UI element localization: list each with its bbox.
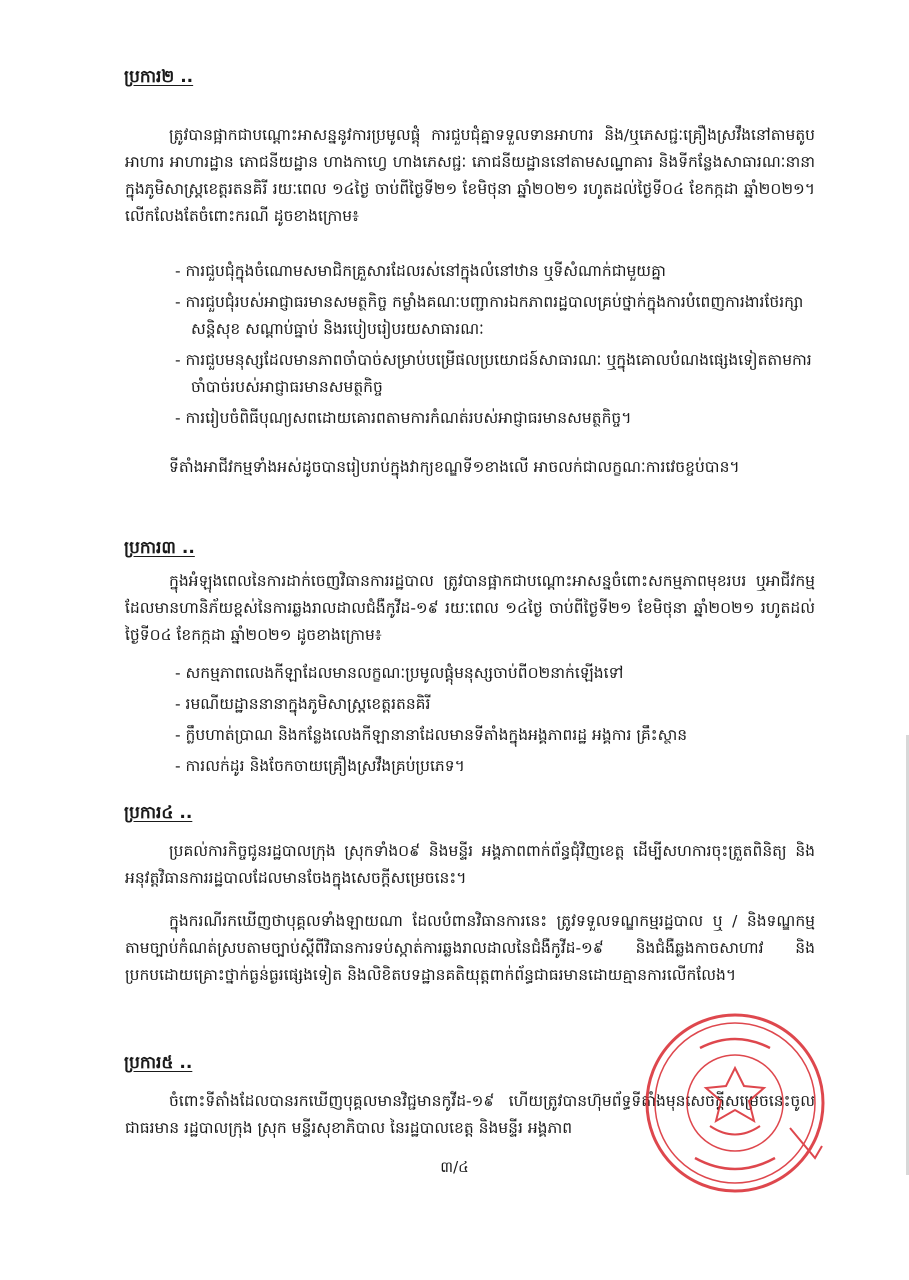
list-item: - ការជួបជុំរបស់អាជ្ញាធរមានសមត្ថកិច្ច កម្លាំងគណៈបញ្ជាការឯកភាពរដ្ឋបាលគ្រប់ថ្នាក់ក្នុងការបំពេញការងារថែរក្សាសន្ដិសុខ សណ្ដាប់ធ្នាប់ និងរបៀបរៀបរយសាធារណៈ bbox=[175, 289, 815, 343]
page-number: ៣/៤ bbox=[440, 1158, 469, 1176]
list-item: - រមណីយដ្ឋាននានាក្នុងភូមិសាស្ត្រខេត្តរតនគិរី bbox=[175, 691, 815, 718]
article-2-heading: ប្រការ២ .. bbox=[124, 67, 194, 87]
list-item: - ការជួបមនុស្សដែលមានភាពចាំបាច់សម្រាប់បម្រើផលប្រយោជន៍សាធារណៈ ឬក្នុងគោលបំណងផ្សេងទៀតតាមការចាំបាច់របស់អាជ្ញាធរមានសមត្ថកិច្ច bbox=[175, 347, 815, 401]
article-4-paragraph-2: ក្នុងករណីរកឃើញថាបុគ្គលទាំងឡាយណា ដែលបំពានវិធានការនេះ ត្រូវទទួលទណ្ឌកម្មរដ្ឋបាល ឬ / និងទណ្ឌកម្មតាមច្បាប់កំណត់ស្របតាមច្បាប់ស្ដីពីវិធានការទប់ស្កាត់ការឆ្លងរាលដាលនៃជំងឺកូវីដ-១៩ និងជំងឺឆ្លងកាចសាហាវ និងប្រកបដោយគ្រោះថ្នាក់ធ្ងន់ធ្ងរផ្សេងទៀត និងលិខិតបទដ្ឋានគតិយុត្តពាក់ព័ន្ធជាធរមានដោយគ្មានការលើកលែង។ bbox=[125, 912, 815, 984]
list-item: - ការជួបជុំក្នុងចំណោមសមាជិកគ្រួសារដែលរស់នៅក្នុងលំនៅឋាន ឬទីសំណាក់ជាមួយគ្នា bbox=[175, 258, 815, 285]
list-item: - សកម្មភាពលេងកីឡាដែលមានលក្ខណៈប្រមូលផ្ដុំមនុស្សចាប់ពី០២នាក់ឡើងទៅ bbox=[175, 660, 815, 687]
list-item: - ក្លឹបហាត់ប្រាណ និងកន្លែងលេងកីឡានានាដែលមានទីតាំងក្នុងអង្គភាពរដ្ឋ អង្គការ គ្រឹះស្ថាន bbox=[175, 722, 815, 749]
list-item: - ការរៀបចំពិធីបុណ្យសពដោយគោរពតាមការកំណត់របស់អាជ្ញាធរមានសមត្ថកិច្ច។ bbox=[175, 405, 815, 432]
article-4-paragraph-1: ប្រគល់ការកិច្ចជូនរដ្ឋបាលក្រុង ស្រុកទាំង០៩ និងមន្ទីរ អង្គភាពពាក់ព័ន្ធជុំវិញខេត្ត ដើម្បីសហការចុះត្រួតពិនិត្យ និងអនុវត្តវិធានការរដ្ឋបាលដែលមានចែងក្នុងសេចក្ដីសម្រេចនេះ។ bbox=[125, 842, 815, 887]
article-3-bullet-list bbox=[175, 660, 815, 784]
article-2-bullet-list bbox=[175, 258, 815, 436]
list-item: - ការលក់ដូរ និងចែកចាយគ្រឿងស្រវឹងគ្រប់ប្រភេទ។ bbox=[175, 753, 815, 780]
article-3-paragraph: ក្នុងអំឡុងពេលនៃការដាក់ចេញវិធានការរដ្ឋបាល ត្រូវបានផ្អាកជាបណ្ដោះអាសន្នចំពោះសកម្មភាពមុខរបរ ឬអាជីវកម្មដែលមានហានិភ័យខ្ពស់នៃការឆ្លងរាលដាលជំងឺកូវីដ-១៩ រយៈពេល ១៤ថ្ងៃ ចាប់ពីថ្ងៃទី២១ ខែមិថុនា ឆ្នាំ២០២១ រហូតដល់ថ្ងៃទី០៤ ខែកក្កដា ឆ្នាំ២០២១ ដូចខាងក្រោម៖ bbox=[125, 572, 815, 644]
article-3-heading: ប្រការ៣ .. bbox=[124, 538, 195, 558]
article-2-paragraph: ត្រូវបានផ្អាកជាបណ្ដោះអាសន្ននូវការប្រមូលផ្ដុំ ការជួបជុំគ្នាទទួលទានអាហារ និង/ឬភេសជ្ជៈគ្រឿងស្រវឹងនៅតាមតូបអាហារ អាហារដ្ឋាន ភោជនីយដ្ឋាន ហាងកាហ្វេ ហាងភេសជ្ជៈ ភោជនីយដ្ឋាននៅតាមសណ្ឋាគារ និងទីកន្លែងសាធារណៈនានាក្នុងភូមិសាស្ត្រខេត្តរតនគិរី រយៈពេល ១៤ថ្ងៃ ចាប់ពីថ្ងៃទី២១ ខែមិថុនា ឆ្នាំ២០២១ រហូតដល់ថ្ងៃទី០៤ ខែកក្កដា ឆ្នាំ២០២១។ លើកលែងតែចំពោះករណី ដូចខាងក្រោម៖ bbox=[125, 126, 815, 225]
article-5-paragraph: ចំពោះទីតាំងដែលបានរកឃើញបុគ្គលមានវិជ្ជមានកូវីដ-១៩ ហើយត្រូវបានហ៊ុមព័ទ្ធទីតាំងមុនសេចក្ដីសម្រេចនេះចូលជាធរមាន រដ្ឋបាលក្រុង ស្រុក មន្ទីរសុខាភិបាល នៃរដ្ឋបាលខេត្ត និងមន្ទីរ អង្គភាព bbox=[125, 1092, 815, 1137]
article-5-heading: ប្រការ៥ .. bbox=[124, 1053, 193, 1073]
article-4-heading: ប្រការ៤ .. bbox=[124, 803, 193, 823]
article-2-closing: ទីតាំងអាជីវកម្មទាំងអស់ដូចបានរៀបរាប់ក្នុងវាក្យខណ្ឌទី១ខាងលើ អាចលក់ជាលក្ខណៈការវេចខ្ចប់បាន។ bbox=[169, 458, 740, 476]
